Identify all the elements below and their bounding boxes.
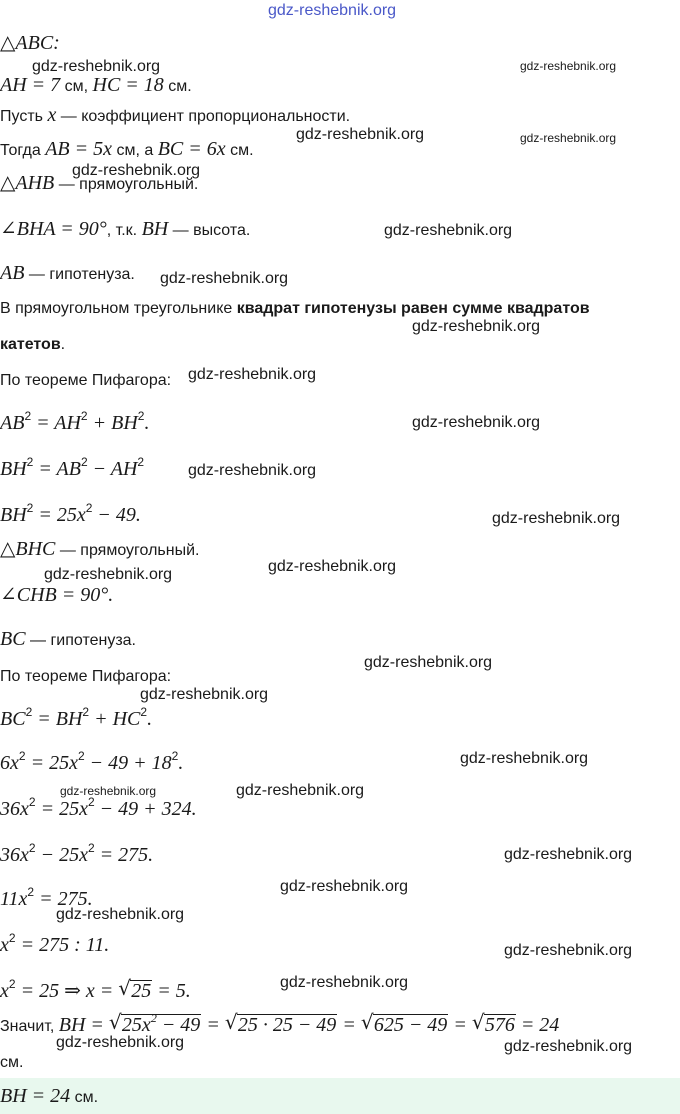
watermark: gdz-reshebnik.org [504,942,633,959]
watermark: gdz-reshebnik.org [44,566,173,583]
sqrt-expr-4: √ 576 [472,1014,516,1036]
watermark: gdz-reshebnik.org [268,558,397,575]
watermark: gdz-reshebnik.org [280,974,409,991]
sqrt-expr-2: √ 25 · 25 − 49 [225,1014,338,1036]
line-unit: см. [0,1054,24,1071]
watermark: gdz-reshebnik.org [492,510,621,527]
line-therefore: Значит, BH = √ $25x^2 - 49$ = √ 25 · 25 − 49 = √ 625 − 49 = √ 576 = 24 [0,1014,559,1038]
line-pythagoras-2: По теореме Пифагора: [0,668,172,685]
watermark: gdz-reshebnik.org [160,270,289,287]
line-eq-1: $6x^2 = 25x^2 - 49 + 18^2$. [0,749,184,774]
watermark: gdz-reshebnik.org [384,222,513,239]
line-bh-squared-x: $BH^2 = 25x^2 - 49$. [0,501,141,526]
line-angle-chb: ∠CHB = 90°. [0,584,114,606]
watermark: gdz-reshebnik.org [364,654,493,671]
watermark: gdz-reshebnik.org [236,782,365,799]
watermark: gdz-reshebnik.org [72,162,201,179]
watermark: gdz-reshebnik.org [60,784,157,798]
line-angle-bha: ∠BHA = 90°, т.к. BH — высота. [0,218,251,240]
watermark: gdz-reshebnik.org [504,1038,633,1055]
line-then: Тогда AB = 5x см, а BC = 6x см. [0,138,254,160]
line-triangle-abc: △ABC: [0,32,60,54]
watermark: gdz-reshebnik.org [520,131,617,145]
sqrt-expr-1: √ $25x^2 - 49$ [109,1014,201,1036]
line-bh-squared: $BH^2 = AB^2 - AH^2$ [0,455,145,480]
line-eq-6: $x^2 = 25$ ⇒ x = √ 25 = 5. [0,980,191,1004]
watermark: gdz-reshebnik.org [188,366,317,383]
line-theorem-text: В прямоугольном треугольнике квадрат гипотенузы равен сумме квадратов [0,300,590,317]
line-pythagoras-1: По теореме Пифагора: [0,372,172,389]
line-eq-3: $36x^2 - 25x^2 = 275$. [0,841,154,866]
watermark: gdz-reshebnik.org [32,58,161,75]
line-eq-2: $36x^2 = 25x^2 - 49 + 324$. [0,795,197,820]
line-ab-squared: $AB^2 = AH^2 + BH^2$. [0,409,150,434]
watermark: gdz-reshebnik.org [412,414,541,431]
line-theorem-text-2: катетов. [0,336,66,353]
watermark: gdz-reshebnik.org [296,126,425,143]
line-bc-hyp: BC — гипотенуза. [0,628,136,650]
watermark: gdz-reshebnik.org [280,878,409,895]
watermark: gdz-reshebnik.org [268,2,397,19]
line-bc-squared: $BC^2 = BH^2 + HC^2$. [0,705,153,730]
watermark: gdz-reshebnik.org [56,906,185,923]
line-let-x: Пусть x — коэффициент пропорциональности. [0,104,351,126]
line-eq-4: $11x^2 = 275$. [0,885,93,910]
watermark: gdz-reshebnik.org [140,686,269,703]
sqrt-expr-3: √ 625 − 49 [361,1014,449,1036]
line-ab-hyp: AB — гипотенуза. [0,262,135,284]
watermark: gdz-reshebnik.org [412,318,541,335]
sqrt-25: √ 25 [118,980,152,1002]
watermark: gdz-reshebnik.org [460,750,589,767]
answer-box [0,1078,680,1114]
watermark: gdz-reshebnik.org [504,846,633,863]
line-eq-5: $x^2 = 275$ : 11. [0,931,110,956]
watermark: gdz-reshebnik.org [56,1034,185,1051]
line-ahb-right: △AHB — прямоугольный. [0,172,199,194]
line-given: AH = 7 см, HC = 18 см. [0,74,192,96]
answer-text: BH = 24 см. [0,1085,99,1107]
watermark: gdz-reshebnik.org [188,462,317,479]
line-bhc-right: △BHC — прямоугольный. [0,538,200,560]
watermark: gdz-reshebnik.org [520,59,617,73]
